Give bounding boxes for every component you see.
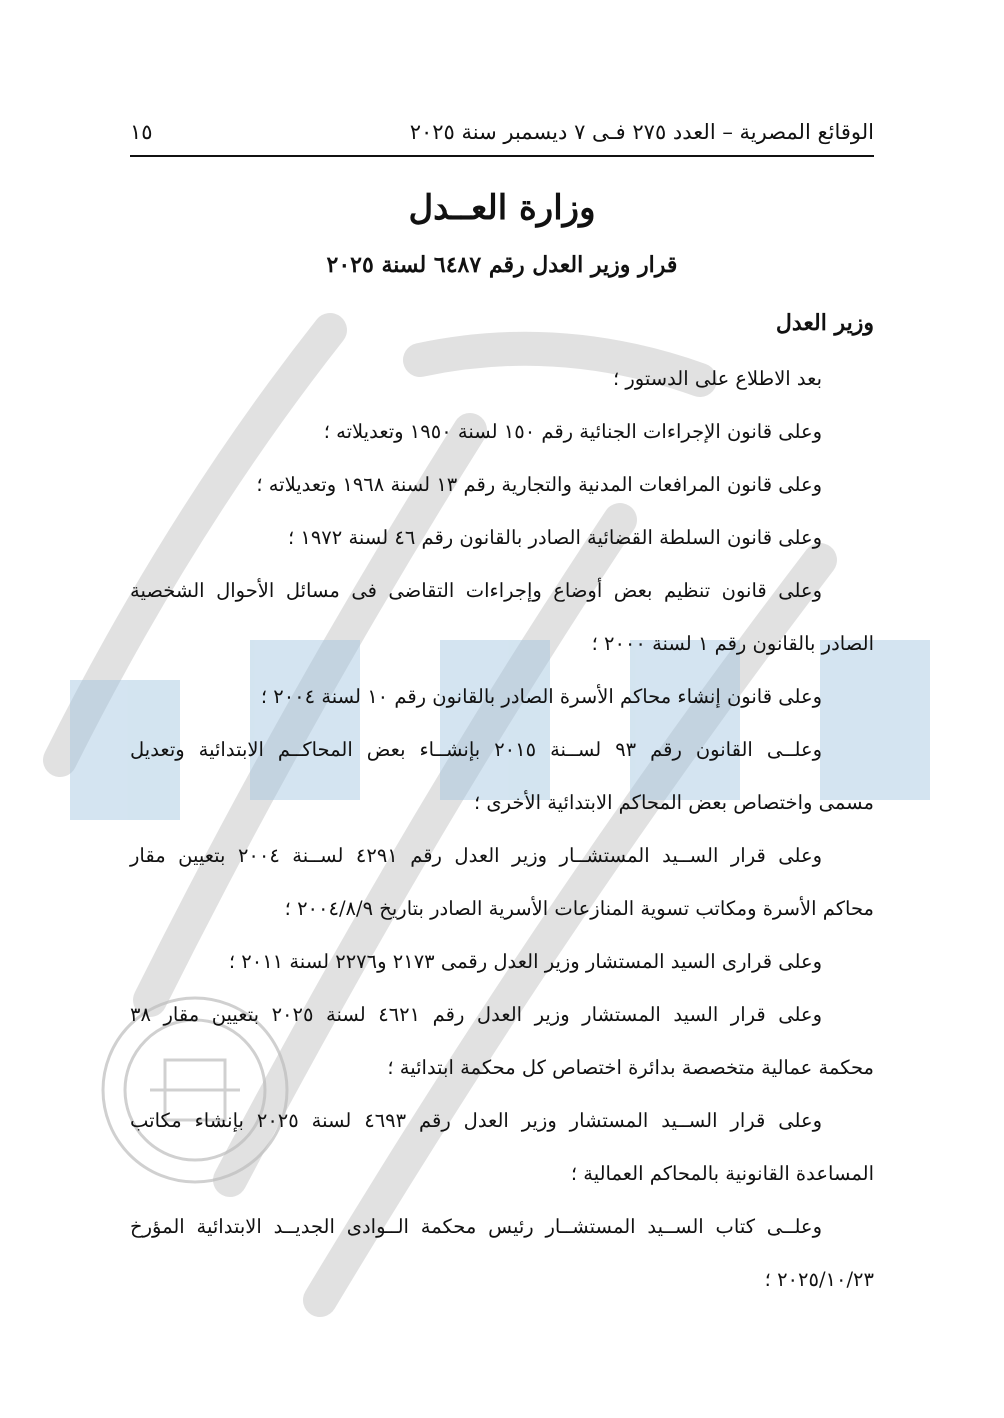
running-title: الوقائع المصرية – العدد ٢٧٥ فـى ٧ ديسمبر سنة ٢٠٢٥ bbox=[409, 120, 874, 144]
paragraph-line: وعلى قرار الســيد المستشار وزير العدل رقم ٤٦٩٣ لسنة ٢٠٢٥ بإنشاء مكاتب bbox=[130, 1109, 822, 1132]
preamble-paragraph bbox=[130, 1094, 874, 1200]
paragraph-line: وعلى قرار السيد المستشار وزير العدل رقم ٤٦٢١ لسنة ٢٠٢٥ بتعيين مقار ٣٨ bbox=[130, 1003, 822, 1026]
paragraph-line: وعلى قانون السلطة القضائية الصادر بالقانون رقم ٤٦ لسنة ١٩٧٢ ؛ bbox=[287, 526, 822, 549]
paragraph-continuation: المساعدة القانونية بالمحاكم العمالية ؛ bbox=[570, 1162, 874, 1185]
paragraph-continuation: محاكم الأسرة ومكاتب تسوية المنازعات الأسرية الصادر بتاريخ ٢٠٠٤/٨/٩ ؛ bbox=[284, 897, 874, 920]
paragraph-line: وعلــى كتاب الســيد المستشــار رئيس محكمة الــوادى الجديــد الابتدائية المؤرخ bbox=[130, 1215, 822, 1238]
preamble-paragraph bbox=[130, 670, 874, 723]
issuer-heading: وزير العدل bbox=[775, 310, 874, 336]
preamble-paragraph bbox=[130, 458, 874, 511]
paragraph-line: وعلى قانون إنشاء محاكم الأسرة الصادر بالقانون رقم ١٠ لسنة ٢٠٠٤ ؛ bbox=[260, 685, 822, 708]
paragraph-continuation: مسمى واختصاص بعض المحاكم الابتدائية الأخرى ؛ bbox=[474, 791, 874, 814]
paragraph-line: وعلى قانون الإجراءات الجنائية رقم ١٥٠ لسنة ١٩٥٠ وتعديلاته ؛ bbox=[323, 420, 822, 443]
paragraph-line: بعد الاطلاع على الدستور ؛ bbox=[612, 367, 822, 390]
preamble-paragraph bbox=[130, 723, 874, 829]
preamble-paragraph bbox=[130, 1200, 874, 1306]
paragraph-line: وعلــى القانون رقم ٩٣ لســنة ٢٠١٥ بإنشــاء بعض المحاكــم الابتدائية وتعديل bbox=[130, 738, 823, 761]
paragraph-continuation: محكمة عمالية متخصصة بدائرة اختصاص كل محكمة ابتدائية ؛ bbox=[387, 1056, 874, 1079]
header-rule bbox=[130, 155, 874, 157]
paragraph-line: وعلى قرار الســيد المستشــار وزير العدل رقم ٤٢٩١ لســنة ٢٠٠٤ بتعيين مقار bbox=[130, 844, 822, 867]
preamble-paragraph bbox=[130, 511, 874, 564]
preamble-paragraph bbox=[130, 935, 874, 988]
paragraph-line: وعلى قانون المرافعات المدنية والتجارية رقم ١٣ لسنة ١٩٦٨ وتعديلاته ؛ bbox=[256, 473, 822, 496]
paragraph-line: وعلى قانون تنظيم بعض أوضاع وإجراءات التقاضى فى مسائل الأحوال الشخصية bbox=[130, 579, 822, 602]
preamble-paragraph bbox=[130, 352, 874, 405]
preamble-paragraph bbox=[130, 829, 874, 935]
paragraph-continuation: الصادر بالقانون رقم ١ لسنة ٢٠٠٠ ؛ bbox=[591, 632, 874, 655]
preamble-paragraph bbox=[130, 988, 874, 1094]
decree-preamble bbox=[130, 352, 874, 1306]
page-number: ١٥ bbox=[130, 120, 153, 144]
preamble-paragraph bbox=[130, 405, 874, 458]
preamble-paragraph bbox=[130, 564, 874, 670]
paragraph-continuation: ٢٠٢٥/١٠/٢٣ ؛ bbox=[764, 1268, 874, 1291]
decree-title: قرار وزير العدل رقم ٦٤٨٧ لسنة ٢٠٢٥ bbox=[326, 252, 678, 278]
paragraph-line: وعلى قرارى السيد المستشار وزير العدل رقمى ٢١٧٣ و٢٢٧٦ لسنة ٢٠١١ ؛ bbox=[228, 950, 822, 973]
running-header bbox=[130, 112, 874, 152]
ministry-title: وزارة العــدل bbox=[408, 188, 596, 228]
